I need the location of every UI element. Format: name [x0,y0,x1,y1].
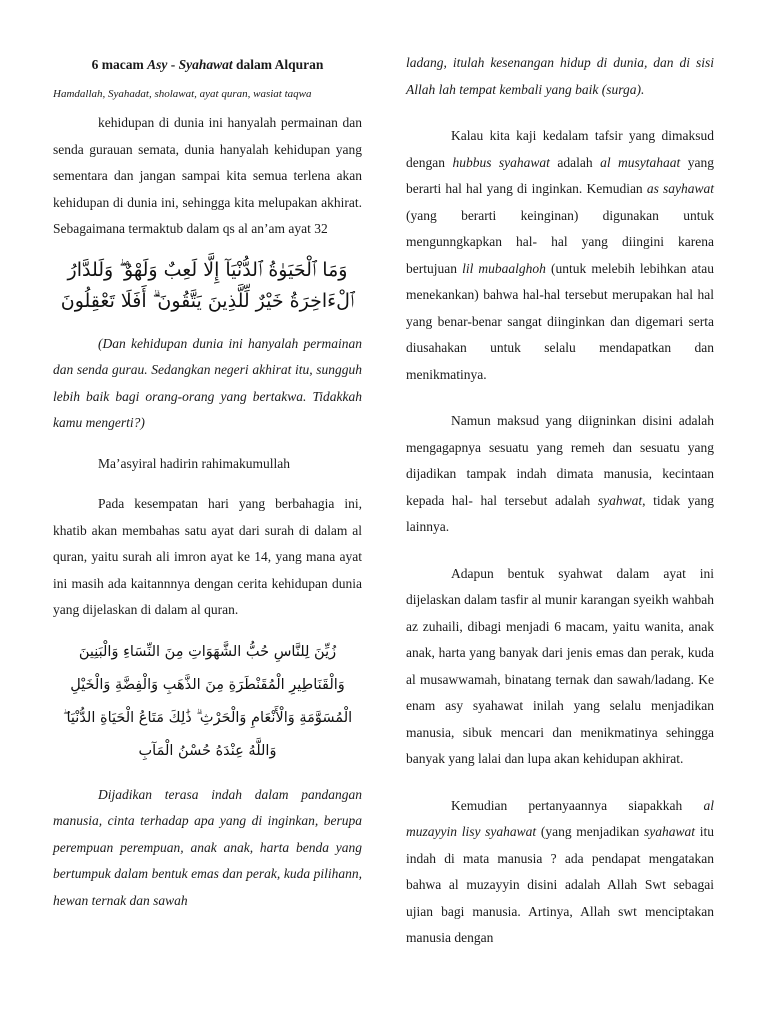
text-run: (yang berarti keinginan) digunakan untuk mengunngkapkan hal- hal yang diingini karena bertujuan [406,207,714,276]
text-run: (yang menjadikan [536,824,644,839]
paragraph-greeting: Ma’asyiral hadirin rahimakumullah [98,455,290,471]
title-part: dalam Alquran [232,57,324,72]
paragraph-intro: kehidupan di dunia ini hanyalah permainan dan senda gurauan semata, dunia hanyalah kehidupan yang sementara dan jangan sampai kita semua terlena akan kehidupan di dunia ini, sehingga kita melupakan akhirat. Sebagaimana termaktub dalam qs al an’am ayat 32 [53,115,362,236]
term-as-sayhawat: as sayhawat [646,181,714,196]
term-hubbus-syahawat: hubbus syahawat [452,154,550,170]
text-run: adalah [549,154,601,170]
translation-al-anam-32: (Dan kehidupan dunia ini hanyalah permainan dan senda gurau. Sedangkan negeri akhirat itu, sungguh lebih baik bagi orang-orang yang bertakwa. Tidakkah kamu mengerti?) [53,335,362,430]
text-run: itu indah di mata manusia ? ada pendapat mengatakan bahwa al muzayyin disini adalah Allah Swt sebagai ujian bagi manusia. Artinya, Allah swt menciptakan manusia dengan [406,824,714,945]
arabic-verse-ali-imron-14: زُيِّنَ لِلنَّاسِ حُبُّ الشَّهَوَاتِ مِنَ النِّسَاءِ وَالْبَنِينَ وَالْقَنَاطِيرِ الْمُقَنْطَرَةِ مِنَ الذَّهَبِ وَالْفِضَّةِ وَالْخَيْلِ الْمُسَوَّمَةِ وَالْأَنْعَامِ وَالْحَرْثِ ۗ ذَٰلِكَ مَتَاعُ الْحَيَاةِ الدُّنْيَا ۖ وَاللَّهُ عِنْدَهُ حُسْنُ الْمَآبِ [62,643,353,759]
text-run: yang berarti hal hal yang di inginkan. Kemudian [406,154,714,196]
article-title [53,56,362,74]
text-run: (untuk melebih lebihkan atau menekankan) bahwa hal-hal tersebut merupakan hal hal yang benar-benar sangat diinginkan dan digemari serta diusahakan untuk selalu mendapatkan dan menikmatinya. [406,260,714,382]
term-syahwat: syahwat [597,492,643,508]
translation-ali-imron-14: Dijadikan terasa indah dalam pandangan manusia, cinta terhadap apa yang di inginkan, berupa perempuan perempuan, anak anak, harta benda yang bertumpuk dalam bentuk emas dan perak, kuda pilihann, hewan ternak dan sawah [53,786,362,908]
paragraph-question [406,793,714,952]
text-run: Kemudian pertanyaannya siapakkah [451,797,704,813]
text-run: Kalau kita kaji kedalam tafsir yang dimaksud dengan [406,128,714,170]
paragraph-ali-imron-intro: Pada kesempatan hari yang berbahagia ini, khatib akan membahas satu ayat dari surah di dalam al quran, yaitu surah ali imron ayat ke 14, yang mana ayat ini masih ada kaitannnya dengan cerita kehidupan dunia yang dijelaskan di dalam al quran. [53,496,362,617]
term-al-musytahaat: al musytahaat [600,154,681,170]
translation-continued: ladang, itulah kesenangan hidup di dunia, dan di sisi Allah lah tempat kembali yang baik (surga). [406,55,714,97]
term-syahawat: syahawat [644,824,696,839]
text-run: , tidak yang lainnya. [406,492,714,534]
title-part: - [167,57,179,72]
paragraph-meaning [406,408,714,541]
left-column [53,0,362,914]
article-tags: Hamdallah, Syahadat, sholawat, ayat quran, wasiat taqwa [53,88,312,100]
title-part: 6 macam [91,57,148,72]
arabic-verse-al-anam-32: وَمَا ٱلْحَيَوٰةُ ٱلدُّنْيَآ إِلَّا لَعِبٌ وَلَهْوٌ ۖ وَلَلدَّارُ ٱلْءَاخِرَةُ خَيْرٌ لِّلَّذِينَ يَتَّقُونَ ۗ أَفَلَا تَعْقِلُونَ [60,258,355,312]
title-part: Asy [147,57,168,72]
term-lil-mubaalghoh: lil mubaalghoh [462,260,546,276]
term-al-muzayyin: al muzayyin lisy syahawat [406,797,714,839]
paragraph-tafsir [406,123,714,388]
right-column [406,0,714,952]
paragraph-six-types: Adapun bentuk syahwat dalam ayat ini dijelaskan dalam tasfir al munir karangan syeikh wahbah az zuhaili, dibagi menjadi 6 macam, yaitu wanita, anak anak, harta yang banyak dari jenis emas dan perak, kuda al musawwamah, binatang ternak dan sawah/ladang. Ke enam asy syahawat inilah yang selalu menjadikan manusia, sibuk mencari dan menikmatinya sehingga banyak yang lalai dan lupa akan kehidupan akhirat. [406,565,714,766]
title-part: Syahawat [178,57,233,72]
text-run: Namun maksud yang diigninkan disini adalah mengagapnya sesuatu yang remeh dan sesuatu yang dijadikan tampak indah dimata manusia, kecintaan kepada hal- hal tersebut adalah [406,413,714,508]
